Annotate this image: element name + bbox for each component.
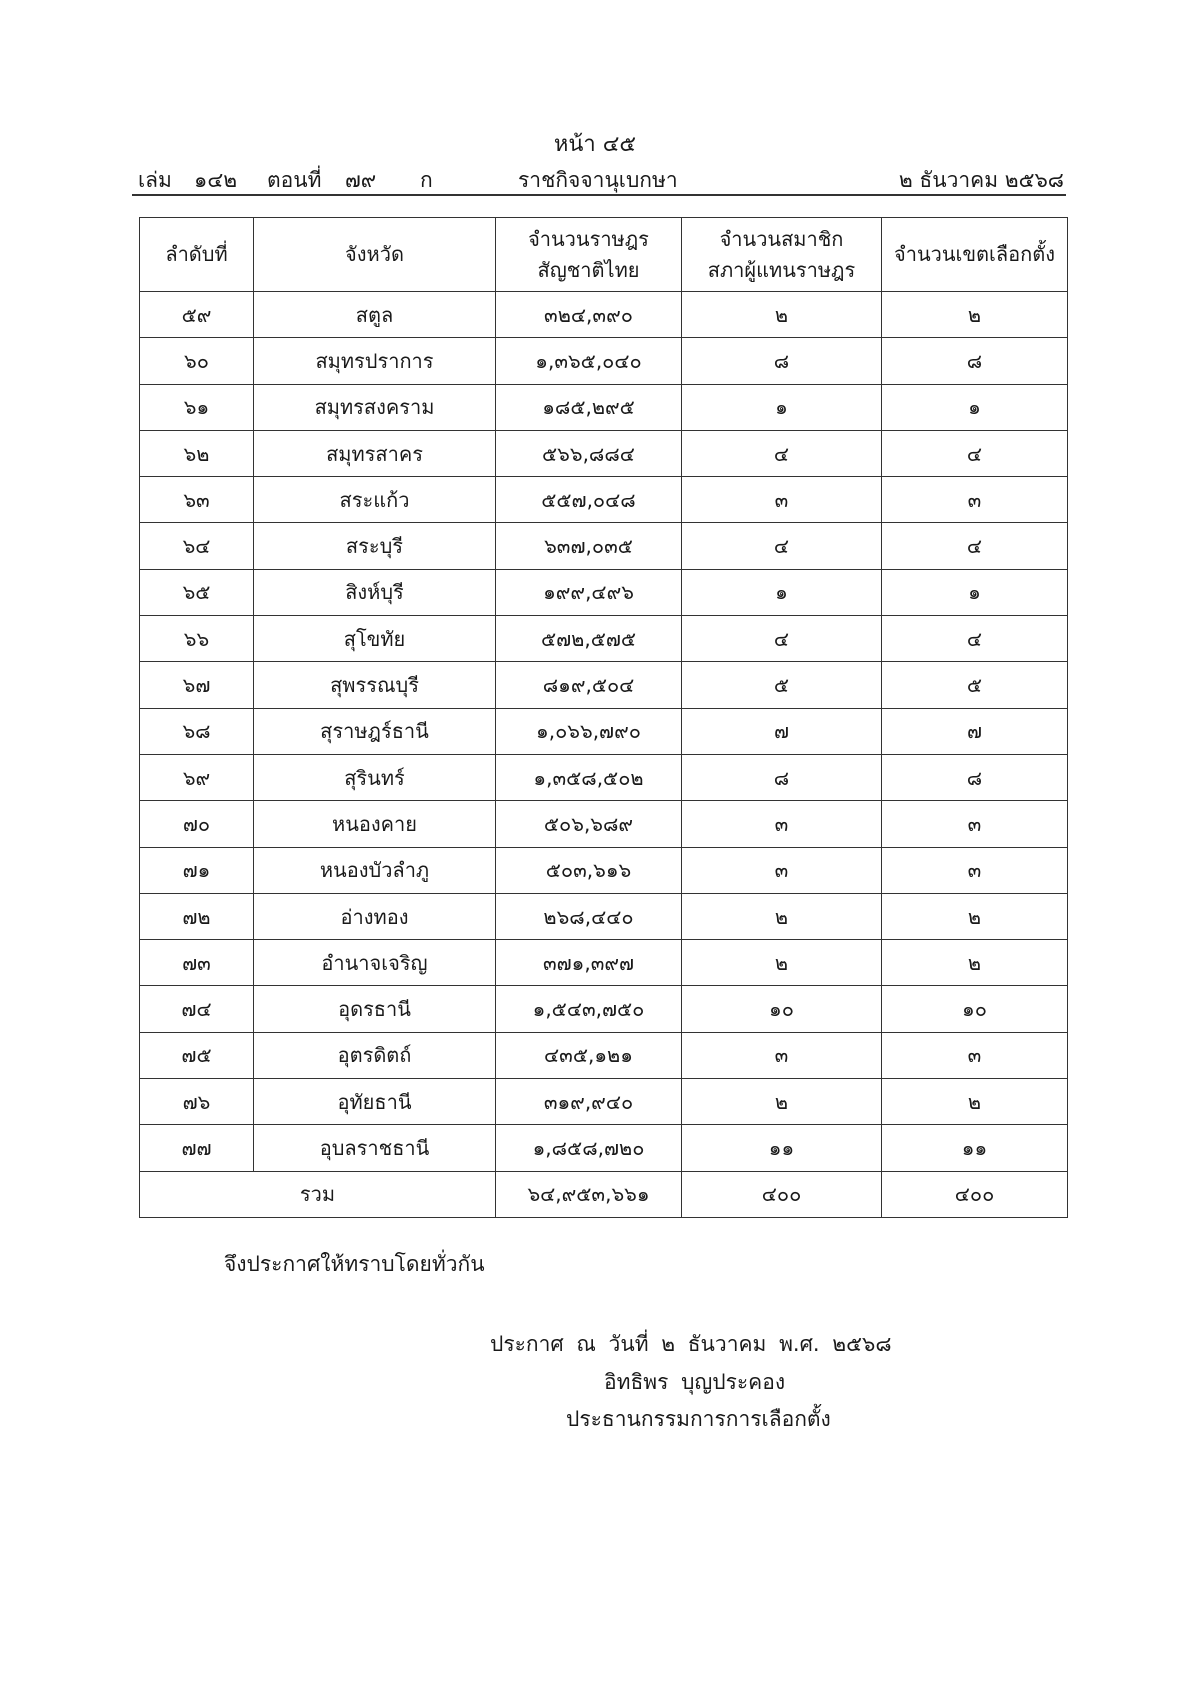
cell-population: ๕๐๓,๖๑๖ xyxy=(496,847,682,893)
cell-no: ๖๔ xyxy=(140,523,254,569)
cell-province: สุราษฎร์ธานี xyxy=(254,708,496,754)
cell-population: ๓๗๑,๓๙๗ xyxy=(496,940,682,986)
cell-province: สมุทรสงคราม xyxy=(254,384,496,430)
table-row xyxy=(140,523,1068,569)
table-row xyxy=(140,1125,1068,1171)
table-row xyxy=(140,986,1068,1032)
cell-no: ๗๒ xyxy=(140,893,254,939)
cell-mps: ๕ xyxy=(682,662,882,708)
table-header-row xyxy=(140,218,1068,292)
cell-mps: ๒ xyxy=(682,292,882,338)
header-mps-line2: สภาผู้แทนราษฎร xyxy=(707,257,856,282)
cell-province: อุทัยธานี xyxy=(254,1079,496,1125)
cell-mps: ๔ xyxy=(682,616,882,662)
volume-number: ๑๔๒ xyxy=(194,168,238,192)
cell-population: ๑,๘๕๘,๗๒๐ xyxy=(496,1125,682,1171)
table-row xyxy=(140,616,1068,662)
cell-districts: ๘ xyxy=(882,754,1068,800)
table-row xyxy=(140,940,1068,986)
cell-province: สุโขทัย xyxy=(254,616,496,662)
cell-province: อำนาจเจริญ xyxy=(254,940,496,986)
header-mps-line1: จำนวนสมาชิก xyxy=(719,226,844,251)
cell-districts: ๗ xyxy=(882,708,1068,754)
cell-mps: ๒ xyxy=(682,893,882,939)
issue-number: ๗๙ xyxy=(345,168,377,192)
cell-no: ๗๐ xyxy=(140,801,254,847)
cell-province: สมุทรสาคร xyxy=(254,430,496,476)
cell-districts: ๔ xyxy=(882,616,1068,662)
cell-districts: ๔ xyxy=(882,523,1068,569)
table-row xyxy=(140,801,1068,847)
section-letter: ก xyxy=(420,168,433,192)
header-population xyxy=(496,218,682,292)
cell-no: ๖๗ xyxy=(140,662,254,708)
cell-mps: ๓ xyxy=(682,801,882,847)
cell-mps: ๑๐ xyxy=(682,986,882,1032)
table-row xyxy=(140,1079,1068,1125)
table-row xyxy=(140,708,1068,754)
cell-population: ๔๓๕,๑๒๑ xyxy=(496,1032,682,1078)
cell-mps: ๓ xyxy=(682,1032,882,1078)
cell-no: ๗๑ xyxy=(140,847,254,893)
volume-label: เล่ม xyxy=(138,168,172,192)
header-districts: จำนวนเขตเลือกตั้ง xyxy=(882,218,1068,292)
publication-date: ๒ ธันวาคม ๒๕๖๘ xyxy=(898,168,1064,192)
cell-districts: ๑ xyxy=(882,569,1068,615)
table-row xyxy=(140,292,1068,338)
cell-population: ๑,๓๖๕,๐๔๐ xyxy=(496,338,682,384)
cell-no: ๖๓ xyxy=(140,477,254,523)
closing-statement: จึงประกาศให้ทราบโดยทั่วกัน xyxy=(224,1252,485,1276)
total-mps: ๔๐๐ xyxy=(682,1171,882,1217)
cell-no: ๖๐ xyxy=(140,338,254,384)
table-row xyxy=(140,754,1068,800)
cell-population: ๑,๐๖๖,๗๙๐ xyxy=(496,708,682,754)
cell-province: อุบลราชธานี xyxy=(254,1125,496,1171)
cell-mps: ๑ xyxy=(682,384,882,430)
cell-no: ๗๗ xyxy=(140,1125,254,1171)
cell-mps: ๔ xyxy=(682,523,882,569)
cell-districts: ๘ xyxy=(882,338,1068,384)
table-row xyxy=(140,1032,1068,1078)
total-population: ๖๔,๙๕๓,๖๖๑ xyxy=(496,1171,682,1217)
cell-districts: ๑๑ xyxy=(882,1125,1068,1171)
cell-mps: ๒ xyxy=(682,1079,882,1125)
cell-mps: ๘ xyxy=(682,754,882,800)
cell-mps: ๓ xyxy=(682,477,882,523)
cell-population: ๑๘๕,๒๙๕ xyxy=(496,384,682,430)
cell-province: สมุทรปราการ xyxy=(254,338,496,384)
cell-population: ๓๒๔,๓๙๐ xyxy=(496,292,682,338)
cell-mps: ๑๑ xyxy=(682,1125,882,1171)
cell-population: ๖๓๗,๐๓๕ xyxy=(496,523,682,569)
issue-label: ตอนที่ xyxy=(267,168,322,192)
cell-no: ๗๕ xyxy=(140,1032,254,1078)
table-row xyxy=(140,662,1068,708)
cell-province: หนองบัวลำภู xyxy=(254,847,496,893)
cell-districts: ๕ xyxy=(882,662,1068,708)
header-mps xyxy=(682,218,882,292)
cell-no: ๕๙ xyxy=(140,292,254,338)
table-row xyxy=(140,430,1068,476)
header-no: ลำดับที่ xyxy=(140,218,254,292)
cell-districts: ๑๐ xyxy=(882,986,1068,1032)
cell-province: อุตรดิตถ์ xyxy=(254,1032,496,1078)
cell-mps: ๒ xyxy=(682,940,882,986)
publication-name: ราชกิจจานุเบกษา xyxy=(518,168,678,192)
gazette-header xyxy=(132,164,1066,196)
table-row xyxy=(140,569,1068,615)
cell-province: หนองคาย xyxy=(254,801,496,847)
cell-province: อุดรธานี xyxy=(254,986,496,1032)
cell-districts: ๓ xyxy=(882,1032,1068,1078)
cell-districts: ๓ xyxy=(882,477,1068,523)
cell-no: ๗๖ xyxy=(140,1079,254,1125)
cell-no: ๖๕ xyxy=(140,569,254,615)
cell-districts: ๒ xyxy=(882,893,1068,939)
cell-population: ๑,๕๔๓,๗๕๐ xyxy=(496,986,682,1032)
cell-population: ๒๖๘,๔๔๐ xyxy=(496,893,682,939)
table-row xyxy=(140,893,1068,939)
cell-province: สุพรรณบุรี xyxy=(254,662,496,708)
header-province: จังหวัด xyxy=(254,218,496,292)
cell-province: สระแก้ว xyxy=(254,477,496,523)
cell-population: ๕๐๖,๖๘๙ xyxy=(496,801,682,847)
cell-districts: ๓ xyxy=(882,801,1068,847)
province-allocation-table xyxy=(139,217,1068,1218)
page-number: หน้า ๔๕ xyxy=(553,132,637,157)
cell-mps: ๓ xyxy=(682,847,882,893)
cell-province: สุรินทร์ xyxy=(254,754,496,800)
header-population-line1: จำนวนราษฎร xyxy=(528,226,649,251)
cell-districts: ๔ xyxy=(882,430,1068,476)
cell-no: ๖๖ xyxy=(140,616,254,662)
cell-mps: ๗ xyxy=(682,708,882,754)
table-row xyxy=(140,338,1068,384)
cell-districts: ๓ xyxy=(882,847,1068,893)
cell-districts: ๑ xyxy=(882,384,1068,430)
announcement-date: ประกาศ ณ วันที่ ๒ ธันวาคม พ.ศ. ๒๕๖๘ xyxy=(490,1332,892,1356)
total-row xyxy=(140,1171,1068,1217)
cell-districts: ๒ xyxy=(882,1079,1068,1125)
cell-districts: ๒ xyxy=(882,292,1068,338)
cell-province: สิงห์บุรี xyxy=(254,569,496,615)
cell-no: ๖๑ xyxy=(140,384,254,430)
table-row xyxy=(140,384,1068,430)
cell-mps: ๘ xyxy=(682,338,882,384)
signer-title: ประธานกรรมการการเลือกตั้ง xyxy=(566,1407,831,1431)
cell-population: ๑๙๙,๔๙๖ xyxy=(496,569,682,615)
cell-no: ๖๘ xyxy=(140,708,254,754)
cell-no: ๖๒ xyxy=(140,430,254,476)
cell-population: ๕๖๖,๘๘๔ xyxy=(496,430,682,476)
cell-population: ๕๗๒,๕๗๕ xyxy=(496,616,682,662)
cell-no: ๗๓ xyxy=(140,940,254,986)
table-row xyxy=(140,477,1068,523)
cell-population: ๘๑๙,๕๐๔ xyxy=(496,662,682,708)
signer-name: อิทธิพร บุญประคอง xyxy=(604,1370,786,1394)
total-districts: ๔๐๐ xyxy=(882,1171,1068,1217)
total-label: รวม xyxy=(140,1171,496,1217)
cell-no: ๖๙ xyxy=(140,754,254,800)
cell-province: สตูล xyxy=(254,292,496,338)
cell-mps: ๔ xyxy=(682,430,882,476)
cell-province: อ่างทอง xyxy=(254,893,496,939)
header-population-line2: สัญชาติไทย xyxy=(537,257,640,282)
table-row xyxy=(140,847,1068,893)
cell-districts: ๒ xyxy=(882,940,1068,986)
cell-population: ๑,๓๕๘,๕๐๒ xyxy=(496,754,682,800)
cell-no: ๗๔ xyxy=(140,986,254,1032)
cell-population: ๕๕๗,๐๔๘ xyxy=(496,477,682,523)
cell-province: สระบุรี xyxy=(254,523,496,569)
cell-population: ๓๑๙,๙๔๐ xyxy=(496,1079,682,1125)
cell-mps: ๑ xyxy=(682,569,882,615)
